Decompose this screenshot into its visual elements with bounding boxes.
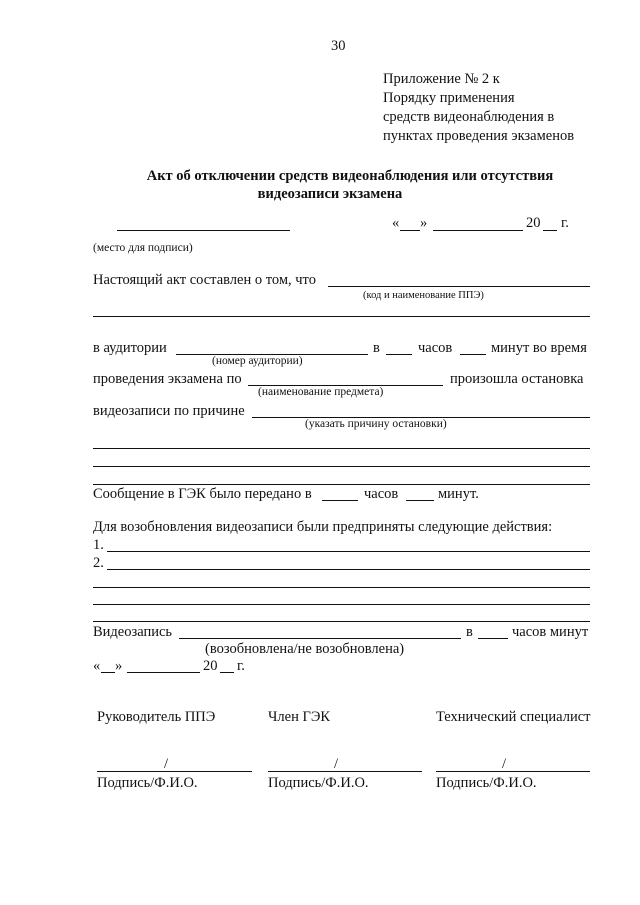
bottom-date-month-line[interactable]	[127, 672, 200, 673]
hours-line[interactable]	[386, 354, 412, 355]
message-prefix-label: Сообщение в ГЭК было передано в	[93, 486, 312, 502]
date-year-line[interactable]	[543, 230, 557, 231]
date-month-line[interactable]	[433, 230, 523, 231]
reason-line-2[interactable]	[93, 448, 590, 449]
document-title-line-2: видеозаписи экзамена	[257, 186, 403, 202]
video-in-label: в	[466, 624, 473, 640]
act-intro-text: Настоящий акт составлен о том, что	[93, 272, 316, 288]
signature-line-head[interactable]	[97, 771, 252, 772]
signer-head-label: Руководитель ППЭ	[97, 709, 216, 725]
place-signature-line[interactable]	[117, 230, 290, 231]
action-line-5[interactable]	[93, 621, 590, 622]
exam-by-label: проведения экзамена по	[93, 371, 242, 387]
date-day-line[interactable]	[400, 230, 420, 231]
signer-member-label: Член ГЭК	[268, 709, 331, 725]
video-hours-minutes-label: часов минут	[512, 624, 589, 640]
place-caption: (место для подписи)	[93, 242, 193, 254]
auditorium-in-label: в	[373, 340, 380, 356]
appendix-line-3: средств видеонаблюдения в	[383, 109, 555, 125]
date-year-suffix: г.	[561, 215, 569, 231]
bottom-year-prefix: 20	[203, 658, 218, 674]
ppe-line-2[interactable]	[93, 316, 590, 317]
stop-occurred-label: произошла остановка	[450, 371, 584, 387]
signature-caption-tech: Подпись/Ф.И.О.	[436, 775, 537, 791]
signature-slash-member: /	[334, 756, 339, 772]
reason-line-4[interactable]	[93, 484, 590, 485]
bottom-year-suffix: г.	[237, 658, 245, 674]
bottom-date-day-line[interactable]	[101, 672, 115, 673]
message-hours-line[interactable]	[322, 500, 358, 501]
signature-line-member[interactable]	[268, 771, 422, 772]
reason-line-3[interactable]	[93, 466, 590, 467]
appendix-line-4: пунктах проведения экзаменов	[383, 128, 575, 144]
signature-slash-head: /	[164, 756, 169, 772]
auditorium-label: в аудитории	[93, 340, 167, 356]
subject-caption: (наименование предмета)	[258, 386, 384, 398]
appendix-block	[383, 70, 574, 146]
hours-label: часов	[418, 340, 453, 356]
signer-tech-label: Технический специалист	[436, 709, 591, 725]
date-open-quote: «	[392, 215, 400, 231]
date-close-quote: »	[420, 215, 428, 231]
action-item-2-line[interactable]	[107, 569, 590, 570]
bottom-year-line[interactable]	[220, 672, 234, 673]
reason-caption: (указать причину остановки)	[305, 418, 447, 430]
minutes-line[interactable]	[460, 354, 486, 355]
action-item-2-number: 2.	[93, 555, 104, 571]
auditorium-caption: (номер аудитории)	[212, 355, 303, 367]
video-reason-label: видеозаписи по причине	[93, 403, 245, 419]
action-line-4[interactable]	[93, 604, 590, 605]
date-year-prefix: 20	[526, 215, 541, 231]
document-title-line-1: Акт об отключении средств видеонаблюдения или отсутствия	[146, 168, 554, 184]
message-minutes-line[interactable]	[406, 500, 434, 501]
video-label: Видеозапись	[93, 624, 173, 640]
appendix-line-2: Порядку применения	[383, 90, 515, 106]
video-hours-line[interactable]	[478, 638, 508, 639]
ppe-caption: (код и наименование ППЭ)	[363, 290, 484, 301]
action-item-1-line[interactable]	[107, 551, 590, 552]
bottom-date-open-quote: «	[93, 658, 101, 674]
message-minutes-label: минут.	[438, 486, 479, 502]
message-hours-label: часов	[364, 486, 399, 502]
video-status-line[interactable]	[179, 638, 461, 639]
action-item-1-number: 1.	[93, 537, 104, 553]
signature-slash-tech: /	[502, 756, 507, 772]
minutes-during-label: минут во время	[491, 340, 587, 356]
bottom-date-close-quote: »	[115, 658, 123, 674]
video-caption: (возобновлена/не возобновлена)	[205, 641, 405, 657]
actions-intro: Для возобновления видеозаписи были предприняты следующие действия:	[93, 519, 553, 535]
page-number: 30	[331, 38, 346, 54]
signature-caption-member: Подпись/Ф.И.О.	[268, 775, 369, 791]
ppe-line[interactable]	[328, 286, 590, 287]
signature-caption-head: Подпись/Ф.И.О.	[97, 775, 198, 791]
action-line-3[interactable]	[93, 587, 590, 588]
appendix-line-1: Приложение № 2 к	[383, 71, 500, 87]
signature-line-tech[interactable]	[436, 771, 590, 772]
